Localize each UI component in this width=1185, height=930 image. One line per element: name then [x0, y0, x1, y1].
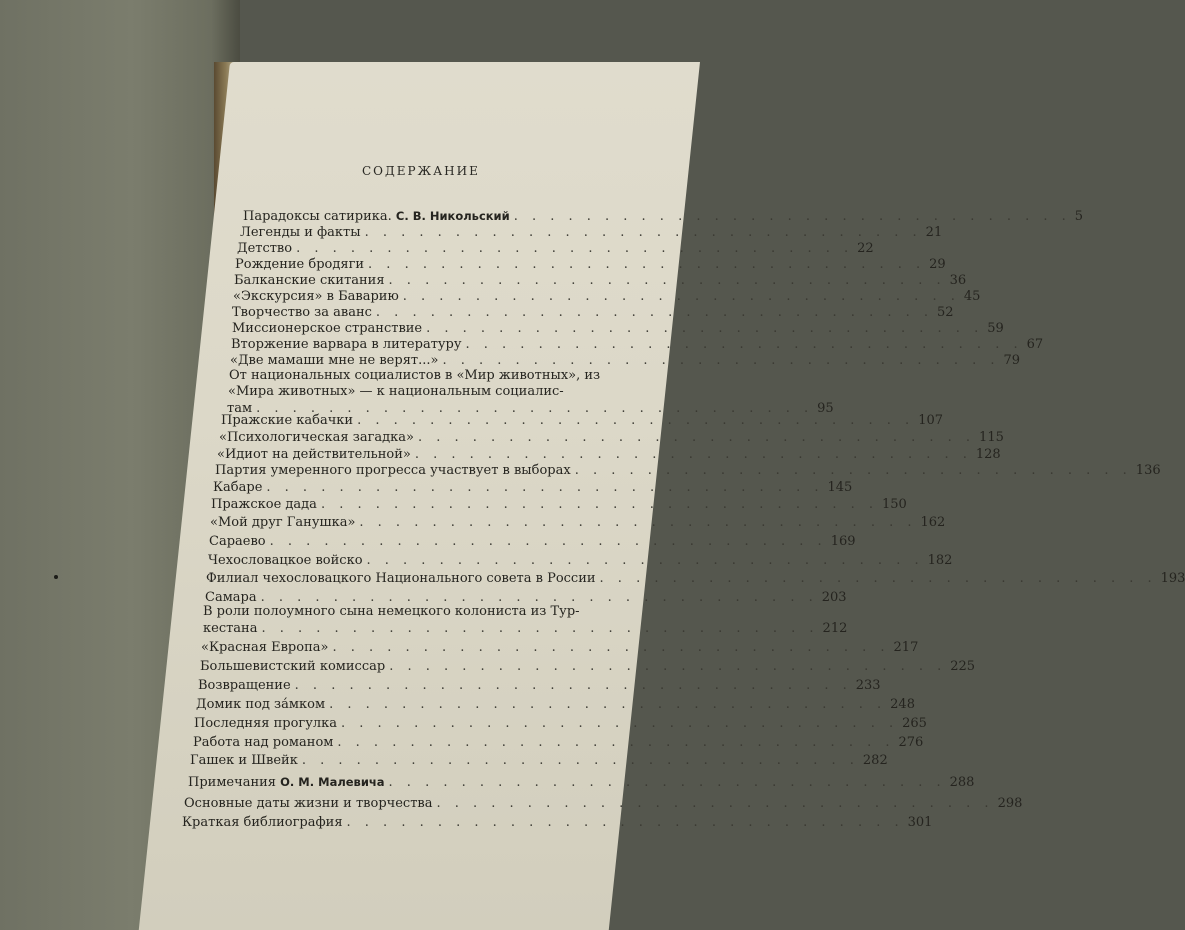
toc-entry [208, 552, 953, 568]
toc-entry [198, 677, 881, 693]
toc-entry [230, 352, 1021, 368]
leader-dots: . . . . . . . . . . . . . . . . . . . . . . . . . . . . . . . [402, 289, 960, 304]
toc-entry-title: Балканские скитания [234, 273, 385, 288]
leader-dots: . . . . . . . . . . . . . . . . . . . . . . . . . . . . . . . [346, 815, 904, 830]
leader-dots: . . . . . . . . . . . . . . . . . . . . . . . . . . . . . . . [442, 353, 1000, 368]
leader-dots: . . . . . . . . . . . . . . . . . . . . . . . . . . . . . . . [296, 241, 854, 256]
toc-entry [206, 570, 1185, 586]
toc-entry [184, 795, 1023, 811]
toc-entry [201, 639, 919, 655]
toc-entry-title: «Экскурсия» в Баварию [233, 289, 399, 304]
toc-heading: СОДЕРЖАНИЕ [362, 164, 480, 178]
toc-entry-author: О. М. Малевича [280, 775, 385, 789]
toc-entry-title: Кабаре [213, 480, 263, 495]
toc-entry-title: Работа над романом [193, 735, 334, 750]
toc-entry-title: «Красная Европа» [201, 640, 329, 655]
toc-entry [240, 224, 943, 240]
toc-entry [233, 288, 981, 304]
leader-dots: . . . . . . . . . . . . . . . . . . . . . . . . . . . . . . . [320, 497, 879, 512]
toc-entry-title: Краткая библиография [182, 815, 343, 830]
leader-dots: . . . . . . . . . . . . . . . . . . . . . . . . . . . . . . . [599, 571, 1157, 586]
toc-entry-continuation: В роли полоумного сына немецкого колониста из Тур- [203, 604, 580, 619]
leader-dots: . . . . . . . . . . . . . . . . . . . . . . . . . . . . . . . [301, 753, 859, 768]
toc-entry [188, 774, 975, 790]
toc-entry-title: Филиал чехословацкого Национального совета в России [206, 571, 596, 586]
toc-entry-page: 182 [927, 553, 953, 568]
toc-entry-title: Парадоксы сатирика. С. В. Никольский [243, 209, 510, 224]
toc-entry-page: 145 [827, 480, 853, 495]
toc-entry-page: 79 [1003, 353, 1021, 368]
toc-entry-page: 21 [925, 225, 943, 240]
leader-dots: . . . . . . . . . . . . . . . . . . . . . . . . . . . . . . . [417, 430, 976, 445]
toc-entry [232, 320, 1004, 336]
toc-entry-author: С. В. Никольский [395, 209, 510, 223]
toc-entry-title: кестана [203, 621, 258, 636]
toc-entry [231, 336, 1044, 352]
toc-entry-title: Большевистский комиссар [200, 659, 386, 674]
toc-entry [203, 620, 848, 636]
toc-entry-page: 128 [975, 447, 1001, 462]
leader-dots: . . . . . . . . . . . . . . . . . . . . . . . . . . . . . . . [359, 515, 917, 530]
toc-entry-page: 5 [1074, 209, 1084, 224]
toc-entry [213, 479, 853, 495]
leader-dots: . . . . . . . . . . . . . . . . . . . . . . . . . . . . . . . [294, 678, 852, 693]
toc-entry-page: 36 [949, 273, 967, 288]
toc-entry-page: 203 [821, 590, 847, 605]
toc-entry-page: 59 [987, 321, 1004, 336]
toc-entry-page: 233 [855, 678, 881, 693]
toc-entry-title: Возвращение [198, 678, 291, 693]
toc-entry [219, 429, 1004, 445]
leader-dots: . . . . . . . . . . . . . . . . . . . . . . . . . . . . . . . [256, 401, 814, 416]
leader-dots: . . . . . . . . . . . . . . . . . . . . . . . . . . . . . . . [368, 257, 926, 272]
toc-entry [217, 446, 1001, 462]
toc-entry-title: там [227, 401, 253, 416]
leader-dots: . . . . . . . . . . . . . . . . . . . . . . . . . . . . . . . [329, 697, 887, 712]
toc-entry-title: Сараево [209, 534, 266, 549]
leader-dots: . . . . . . . . . . . . . . . . . . . . . . . . . . . . . . . [465, 337, 1023, 352]
toc-entry [200, 658, 976, 674]
toc-entry-title: Пражские кабачки [221, 413, 354, 428]
leader-dots: . . . . . . . . . . . . . . . . . . . . . . . . . . . . . . . [388, 775, 946, 790]
leader-dots: . . . . . . . . . . . . . . . . . . . . . . . . . . . . . . . [357, 413, 915, 428]
toc-entry-page: 212 [822, 621, 848, 636]
toc-entry [221, 412, 944, 428]
toc-entry-page: 265 [902, 716, 927, 731]
toc-entry [235, 256, 946, 272]
toc-entry-title: «Мой друг Ганушка» [210, 515, 356, 530]
toc-entry-page: 276 [898, 735, 924, 750]
toc-entry-title: «Психологическая загадка» [219, 430, 414, 445]
toc-entry [211, 496, 907, 512]
leader-dots: . . . . . . . . . . . . . . . . . . . . . . . . . . . . . . . [574, 463, 1132, 478]
toc-entry-title: Творчество за аванс [232, 305, 372, 320]
leader-dots: . . . . . . . . . . . . . . . . . . . . . . . . . . . . . . . [337, 735, 895, 750]
leader-dots: . . . . . . . . . . . . . . . . . . . . . . . . . . . . . . . [332, 640, 890, 655]
toc-entry-continuation: «Мира животных» — к национальным социалис- [228, 384, 564, 399]
toc-entry-page: 225 [950, 659, 976, 674]
toc-entry-title: «Идиот на действительной» [217, 447, 411, 462]
toc-entry-title: Легенды и факты [240, 225, 361, 240]
leader-dots: . . . . . . . . . . . . . . . . . . . . . . . . . . . . . . . [269, 534, 827, 549]
toc-entry-title: Домик под за́мком [196, 697, 326, 712]
leader-dots: . . . . . . . . . . . . . . . . . . . . . . . . . . . . . . . [513, 209, 1071, 224]
toc-entry-title: Основные даты жизни и творчества [184, 796, 433, 811]
leader-dots: . . . . . . . . . . . . . . . . . . . . . . . . . . . . . . . [266, 480, 824, 495]
leader-dots: . . . . . . . . . . . . . . . . . . . . . . . . . . . . . . . [261, 621, 819, 636]
toc-entry [243, 208, 1084, 224]
toc-entry [215, 462, 1161, 478]
toc-entry-page: 95 [817, 401, 834, 416]
toc-entry-title: Последняя прогулка [194, 716, 338, 731]
toc-entry [205, 589, 847, 605]
toc-entry-title: Гашек и Швейк [190, 753, 298, 768]
toc-entry-page: 67 [1026, 337, 1044, 352]
toc-entry-page: 193 [1160, 571, 1185, 586]
toc-entry-page: 162 [920, 515, 946, 530]
leader-dots: . . . . . . . . . . . . . . . . . . . . . . . . . . . . . . . [364, 225, 922, 240]
toc-entry-title: Самара [205, 590, 257, 605]
toc-entry-title: Пражское дада [211, 497, 317, 512]
toc-entry-page: 248 [890, 697, 915, 712]
leader-dots: . . . . . . . . . . . . . . . . . . . . . . . . . . . . . . . [414, 447, 972, 462]
toc-entry-page: 45 [963, 289, 981, 304]
toc-entry [196, 696, 915, 712]
leader-dots: . . . . . . . . . . . . . . . . . . . . . . . . . . . . . . . [436, 796, 994, 811]
toc-entry [234, 272, 967, 288]
toc-entry-page: 115 [979, 430, 1004, 445]
leader-dots: . . . . . . . . . . . . . . . . . . . . . . . . . . . . . . . [260, 590, 818, 605]
leader-dots: . . . . . . . . . . . . . . . . . . . . . . . . . . . . . . . [388, 273, 946, 288]
leader-dots: . . . . . . . . . . . . . . . . . . . . . . . . . . . . . . . [366, 553, 924, 568]
toc-entry-title: Миссионерское странствие [232, 321, 423, 336]
toc-entry-continuation: От национальных социалистов в «Мир животных», из [229, 368, 601, 383]
toc-entry [190, 752, 888, 768]
toc-entry-page: 169 [830, 534, 856, 549]
toc-entry-page: 29 [929, 257, 946, 272]
leader-dots: . . . . . . . . . . . . . . . . . . . . . . . . . . . . . . . [389, 659, 947, 674]
toc-entry-title: Рождение бродяги [235, 257, 365, 272]
toc-entry-page: 298 [997, 796, 1023, 811]
toc-entry-page: 217 [893, 640, 919, 655]
toc-entry-title: Детство [237, 241, 293, 256]
toc-entry-title: Вторжение варвара в литературу [231, 337, 462, 352]
leader-dots: . . . . . . . . . . . . . . . . . . . . . . . . . . . . . . . [375, 305, 933, 320]
toc-entry [193, 734, 924, 750]
toc-entry-page: 288 [949, 775, 975, 790]
toc-entry-page: 52 [937, 305, 954, 320]
leader-dots: . . . . . . . . . . . . . . . . . . . . . . . . . . . . . . . [426, 321, 984, 336]
toc-entry [182, 814, 933, 830]
toc-entry-title: Примечания О. М. Малевича [188, 775, 385, 790]
toc-entry [210, 514, 946, 530]
toc-entry [209, 533, 856, 549]
toc-entry-page: 301 [907, 815, 933, 830]
toc-entry [232, 304, 954, 320]
toc-entry-page: 282 [862, 753, 888, 768]
toc-entry [194, 715, 927, 731]
toc-entry-title: Чехословацкое войско [208, 553, 363, 568]
toc-entry-page: 150 [882, 497, 907, 512]
toc-entry-page: 22 [857, 241, 874, 256]
toc-entry-page: 136 [1135, 463, 1161, 478]
leader-dots: . . . . . . . . . . . . . . . . . . . . . . . . . . . . . . . [341, 716, 899, 731]
toc-entry [237, 240, 874, 256]
toc-entry-title: Партия умеренного прогресса участвует в выборах [215, 463, 571, 478]
toc-entry-page: 107 [918, 413, 944, 428]
toc-entry-title: «Две мамаши мне не верят...» [230, 353, 439, 368]
